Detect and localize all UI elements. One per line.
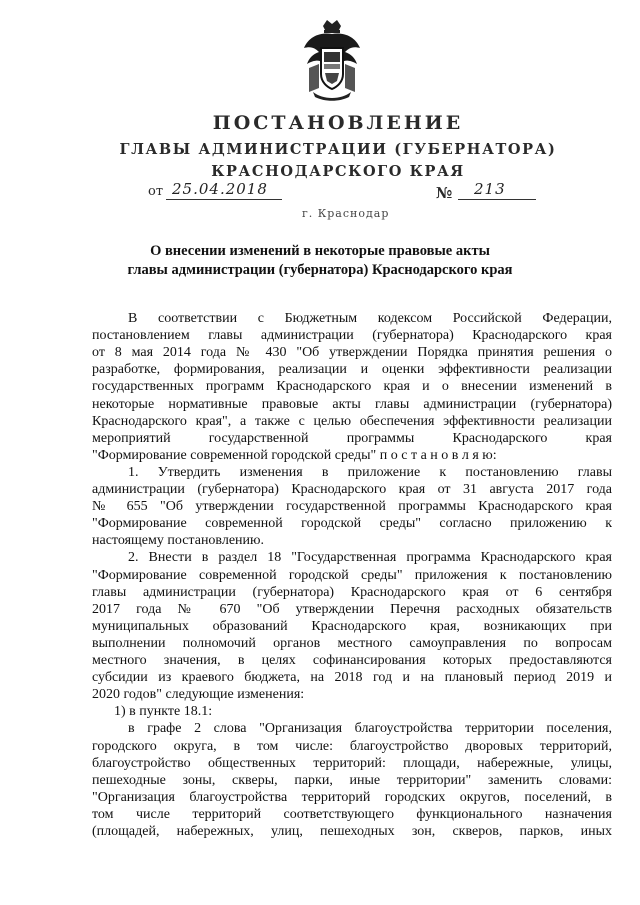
body-line: постановлением главы администрации (губернатора) Краснодарского края	[92, 328, 612, 344]
body-line: (площадей, набережных, улиц, пешеходных зон, скверов, парков, иных	[92, 824, 612, 839]
body-line: городского округа, в том числе: благоустройство дворовых территорий,	[92, 738, 612, 754]
date-underline	[166, 199, 282, 200]
body-line: 2020 годов" следующие изменения:	[92, 687, 305, 703]
body-line: главы администрации (губернатора) Краснодарского края от 6 сентября	[92, 584, 612, 600]
body-line: "Формирование современной городской среды" согласно приложению к	[92, 516, 612, 532]
body-line: благоустройство общественных территорий: площади, набережные, улицы,	[92, 755, 612, 771]
number-value: 213	[474, 180, 506, 198]
city-label: г. Краснодар	[302, 207, 390, 220]
decree-title: ПОСТАНОВЛЕНИЕ	[212, 112, 464, 134]
body-line: настоящему постановлению.	[92, 533, 264, 549]
body-line: "Организация благоустройства территорий городских округов, поселений, в	[92, 789, 612, 805]
body-line: мероприятий государственной программы Краснодарского края	[92, 430, 612, 446]
body-line: том числе территорий соответствующего функционального назначения	[92, 806, 612, 822]
document-title-line1: О внесении изменений в некоторые правовые акты	[150, 243, 490, 259]
body-line: пешеходные зоны, скверы, парки, иные территории" заменить словами:	[92, 772, 612, 788]
body-line: некоторые нормативные правовые акты главы администрации (губернатора)	[92, 396, 612, 412]
body-line: 2017 года № 670 "Об утверждении Перечня расходных обязательств	[92, 601, 612, 617]
body-line: "Формирование современной городской среды" п о с т а н о в л я ю:	[92, 447, 497, 463]
body-line: администрации (губернатора) Краснодарского края от 31 августа 2017 года	[92, 482, 612, 497]
body-line: государственных программ Краснодарского края и о внесении изменений в	[92, 379, 612, 395]
date-prefix: от	[148, 184, 164, 199]
number-underline	[458, 199, 536, 200]
date-value: 25.04.2018	[172, 180, 268, 198]
body-line: муниципальных образований Краснодарского края, возникающих при	[92, 618, 612, 634]
body-line: от 8 мая 2014 года № 430 "Об утверждении Порядка принятия решения о	[92, 345, 612, 361]
authority-line: ГЛАВЫ АДМИНИСТРАЦИИ (ГУБЕРНАТОРА)	[119, 141, 557, 158]
body-line: в графе 2 слова "Организация благоустройства территории поселения,	[128, 721, 612, 737]
number-prefix: №	[436, 184, 453, 202]
body-line: разработке, формирования, реализации и оценки эффективности реализации	[92, 362, 612, 378]
document-title-line2: главы администрации (губернатора) Краснодарского края	[127, 262, 513, 278]
body-line: местного значения, в целях софинансирования которых предоставляются	[92, 653, 612, 668]
document-body	[92, 311, 612, 871]
body-line: № 655 "Об утверждении государственной программы Краснодарского края	[92, 499, 612, 515]
body-line: "Формирование современной городской среды" приложения к постановлению	[92, 567, 612, 583]
body-line: В соответствии с Бюджетным кодексом Российской Федерации,	[128, 311, 612, 326]
body-line: субсидии из краевого бюджета, на 2018 год и на плановый период 2019 и	[92, 670, 612, 686]
region-line: КРАСНОДАРСКОГО КРАЯ	[211, 163, 465, 180]
body-line: 1. Утвердить изменения в приложение к постановлению главы	[128, 464, 612, 480]
coat-of-arms-emblem	[301, 18, 363, 102]
body-line: выполнении полномочий органов местного самоуправления по вопросам	[92, 635, 612, 651]
body-line: 1) в пункте 18.1:	[114, 704, 213, 720]
body-line: 2. Внести в раздел 18 "Государственная программа Краснодарского края	[128, 550, 612, 566]
body-line: Краснодарского края", а также с целью обеспечения эффективности реализации	[92, 413, 612, 429]
